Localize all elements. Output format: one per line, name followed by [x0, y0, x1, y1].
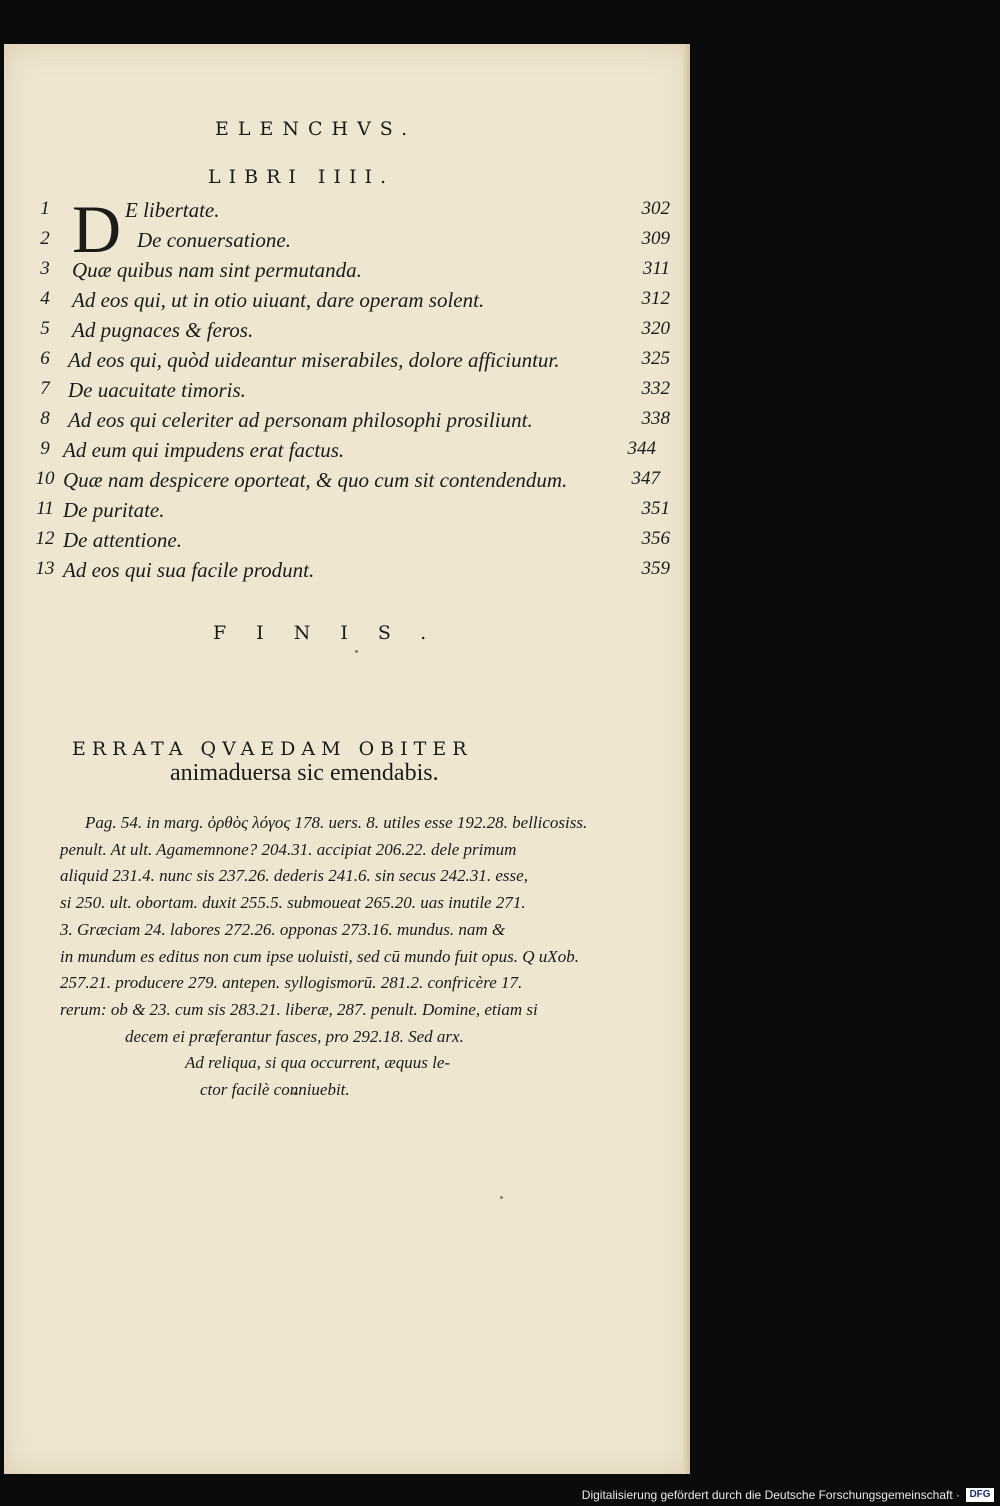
- ink-speck: [355, 650, 358, 653]
- toc-entry[interactable]: [30, 408, 670, 438]
- toc-entry-title: Quæ quibus nam sint permutanda.: [72, 258, 362, 282]
- toc-entry-number: 8: [40, 408, 50, 429]
- toc-entry[interactable]: [30, 318, 670, 348]
- toc-entry-number: 9: [40, 438, 50, 459]
- toc-entry-title: Quæ nam despicere oporteat, & quo cum sit contendendum.: [63, 468, 568, 492]
- toc-entry-page: 356: [641, 528, 670, 549]
- toc-entry-title: De conuersatione.: [137, 228, 291, 252]
- toc-entry-number: 2: [40, 228, 50, 249]
- toc-entry-page: 311: [642, 258, 670, 279]
- page-edge: [683, 44, 690, 1474]
- errata-line: Ad reliqua, si qua occurrent, æquus le-: [185, 1053, 451, 1073]
- toc-entry-number: 7: [40, 378, 50, 399]
- toc-entry[interactable]: [30, 468, 670, 498]
- toc-entry-page: 359: [641, 558, 670, 579]
- toc-entry-number: 3: [40, 258, 50, 279]
- funding-notice: Digitalisierung gefördert durch die Deutsche Forschungsgemeinschaft ·: [581, 1488, 960, 1502]
- toc-entry-number: 13: [35, 558, 55, 579]
- toc-entry[interactable]: [30, 348, 670, 378]
- toc-entry-number: 6: [40, 348, 50, 369]
- toc-entry[interactable]: [30, 198, 670, 228]
- toc-entry[interactable]: [30, 228, 670, 258]
- errata-line: aliquid 231.4. nunc sis 237.26. dederis 241.6. sin secus 242.31. esse,: [60, 866, 528, 886]
- toc-entry-title: Ad eos qui sua facile produnt.: [63, 558, 315, 582]
- errata-line: ctor facilè conniuebit.: [200, 1080, 350, 1100]
- toc-entry-title: Ad eos qui, ut in otio uiuant, dare operam solent.: [72, 288, 485, 312]
- toc-entry[interactable]: [30, 258, 670, 288]
- dfg-logo[interactable]: DFG: [966, 1488, 994, 1502]
- toc-entry-title: Ad eum qui impudens erat factus.: [63, 438, 345, 462]
- toc-entry-number: 10: [35, 468, 55, 489]
- ink-speck: [500, 1196, 503, 1199]
- toc-entry[interactable]: [30, 498, 670, 528]
- toc-entry-title: Ad pugnaces & feros.: [72, 318, 254, 342]
- errata-line: decem ei præferantur fasces, pro 292.18. Sed arx.: [125, 1026, 464, 1046]
- toc-entry-page: 332: [641, 378, 670, 399]
- toc-entry[interactable]: [30, 438, 670, 468]
- toc-entry-page: 338: [641, 408, 670, 429]
- toc-entry[interactable]: [30, 528, 670, 558]
- toc-entry-title: E libertate.: [125, 198, 220, 222]
- toc-entry[interactable]: [30, 378, 670, 408]
- errata-line: 257.21. producere 279. antepen. syllogismorū. 281.2. confricère 17.: [60, 973, 523, 993]
- errata-heading: ERRATA QVAEDAM OBITER: [72, 738, 473, 760]
- toc-entry-page: 312: [641, 288, 670, 309]
- toc-entry-page: 344: [627, 438, 656, 459]
- errata-subheading: animaduersa sic emendabis.: [170, 760, 439, 786]
- finis-heading: FINIS.: [213, 622, 457, 644]
- toc-entry-title: Ad eos qui, quòd uideantur miserabiles, dolore afficiuntur.: [68, 348, 560, 372]
- errata-line: 3. Græciam 24. labores 272.26. opponas 273.16. mundus. nam &: [60, 919, 506, 939]
- toc-entry-number: 11: [36, 498, 54, 519]
- errata-line: in mundum es editus non cum ipse uoluisti, sed cū mundo fuit opus. Q uXob.: [60, 946, 579, 966]
- toc-entry-title: De uacuitate timoris.: [68, 378, 246, 402]
- toc-entry-title: De attentione.: [63, 528, 182, 552]
- toc-entry-page: 351: [641, 498, 670, 519]
- errata-list: [60, 810, 650, 1104]
- toc-entry[interactable]: [30, 288, 670, 318]
- toc-entry-page: 325: [641, 348, 670, 369]
- errata-line: si 250. ult. obortam. duxit 255.5. submoueat 265.20. uas inutile 271.: [60, 893, 526, 913]
- toc-entry[interactable]: [30, 558, 670, 588]
- errata-line: penult. At ult. Agamemnone? 204.31. accipiat 206.22. dele primum: [60, 839, 517, 859]
- book-title: LIBRI IIII.: [208, 166, 394, 188]
- toc-entry-number: 5: [40, 318, 50, 339]
- toc-entry-page: 302: [641, 198, 670, 219]
- errata-line: Pag. 54. in marg. ὀρθὸς λόγος 178. uers. 8. utiles esse 192.28. bellicosiss.: [85, 813, 588, 832]
- toc-entry-title: De puritate.: [63, 498, 165, 522]
- toc-entry-page: 320: [641, 318, 670, 339]
- errata-line: rerum: ob & 23. cum sis 283.21. liberæ, 287. penult. Domine, etiam si: [60, 999, 538, 1019]
- running-head: ELENCHVS.: [215, 118, 417, 140]
- toc-entry-number: 12: [35, 528, 55, 549]
- toc-entry-page: 309: [641, 228, 670, 249]
- toc-entry-number: 1: [40, 198, 50, 219]
- toc-entry-title: Ad eos qui celeriter ad personam philosophi prosiliunt.: [68, 408, 533, 432]
- footer-bar: [0, 1484, 1000, 1506]
- toc-entry-page: 347: [631, 468, 660, 489]
- drop-cap: D: [72, 191, 122, 267]
- table-of-contents: [30, 198, 670, 588]
- toc-entry-number: 4: [40, 288, 50, 309]
